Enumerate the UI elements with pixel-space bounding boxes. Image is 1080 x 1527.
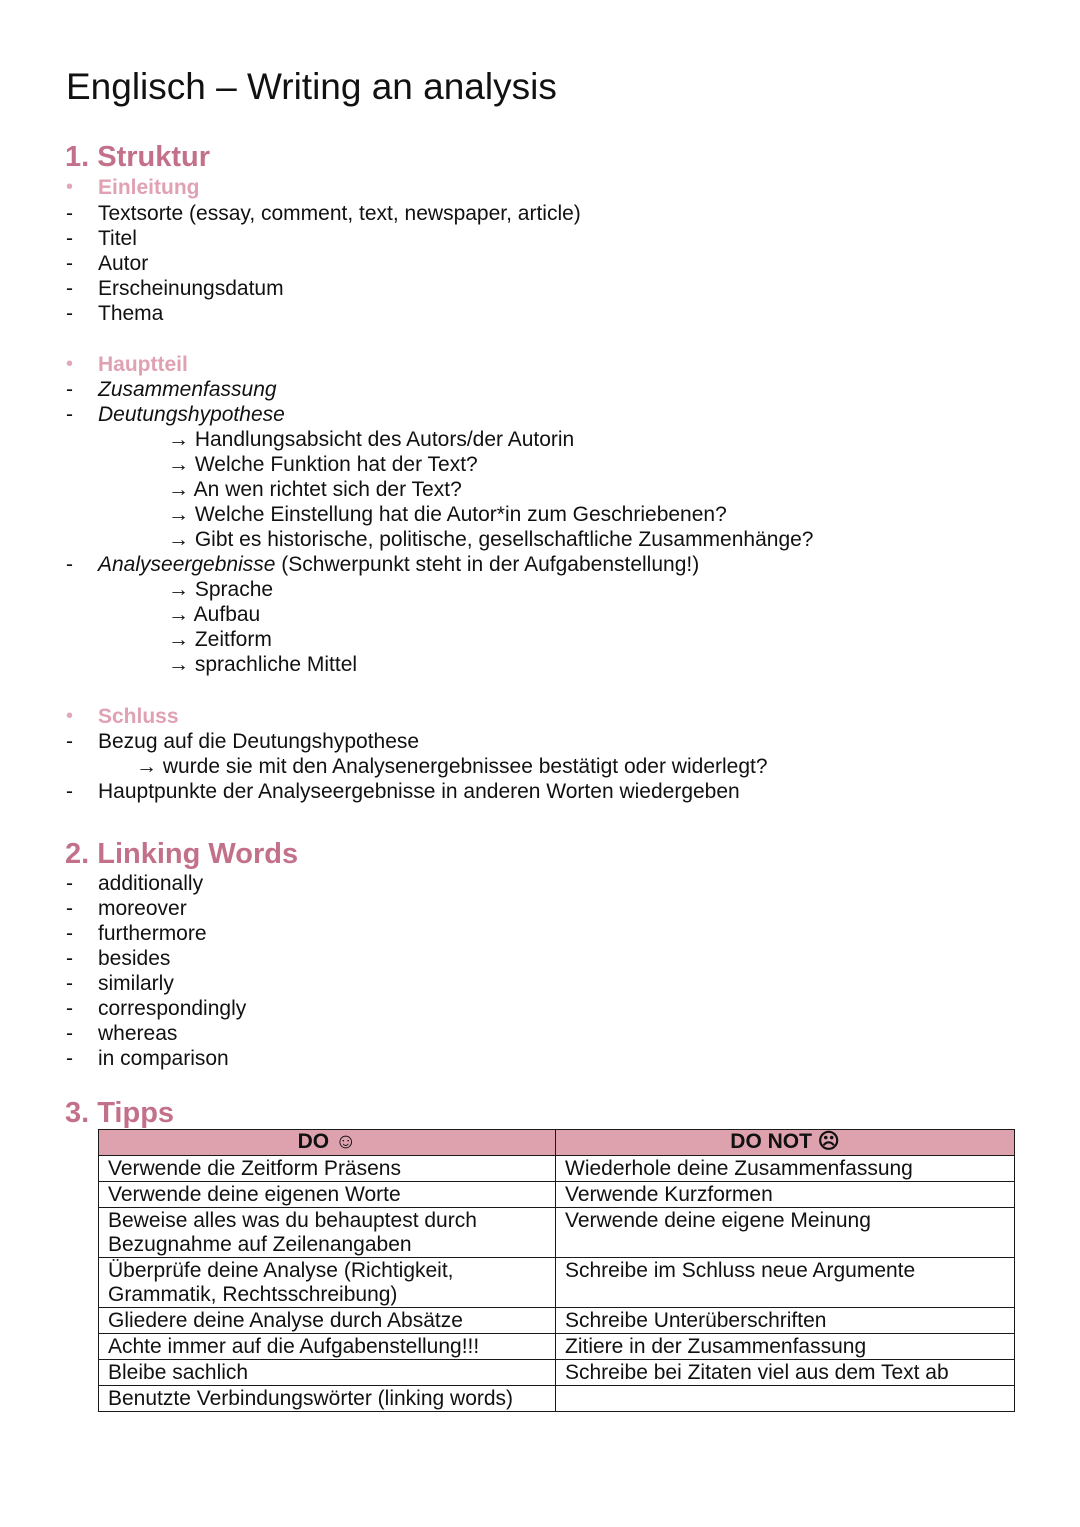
section-heading-tipps: 3. Tipps xyxy=(65,1097,175,1129)
dash-icon: - xyxy=(66,997,73,1020)
list-item: Autor xyxy=(98,252,149,275)
analyse-label: Analyseergebnisse xyxy=(98,553,276,576)
list-item: Erscheinungsdatum xyxy=(98,277,284,300)
dash-icon: - xyxy=(66,1022,73,1045)
table-cell-do-not: Zitiere in der Zusammenfassung xyxy=(556,1334,1015,1360)
arrow-point: → Sprache xyxy=(168,578,274,601)
list-item-deutungshypothese: Deutungshypothese xyxy=(98,403,285,426)
bullet-icon: • xyxy=(66,353,74,375)
dash-icon: - xyxy=(66,277,73,300)
dash-icon: - xyxy=(66,972,73,995)
section-heading-linking-words: 2. Linking Words xyxy=(65,838,299,870)
table-cell-do: Gliedere deine Analyse durch Absätze xyxy=(99,1308,556,1334)
analyse-note: (Schwerpunkt steht in der Aufgabenstellung!) xyxy=(275,553,700,576)
arrow-point: → wurde sie mit den Analysenergebnissee bestätigt oder widerlegt? xyxy=(136,755,768,778)
list-item: moreover xyxy=(98,897,187,920)
list-item: additionally xyxy=(98,872,204,895)
list-item: Bezug auf die Deutungshypothese xyxy=(98,730,420,753)
table-cell-do: Verwende die Zeitform Präsens xyxy=(99,1156,556,1182)
page-title: Englisch – Writing an analysis xyxy=(66,66,557,107)
dash-icon: - xyxy=(66,553,73,576)
table-row xyxy=(99,1182,1015,1208)
bullet-icon: • xyxy=(66,705,74,727)
arrow-point: → Gibt es historische, politische, gesellschaftliche Zusammenhänge? xyxy=(168,528,814,551)
list-item: Textsorte (essay, comment, text, newspaper, article) xyxy=(98,202,581,225)
dash-icon: - xyxy=(66,403,73,426)
table-cell-do: Benutzte Verbindungswörter (linking words) xyxy=(99,1386,556,1412)
table-row xyxy=(99,1208,1015,1258)
table-cell-do: Verwende deine eigenen Worte xyxy=(99,1182,556,1208)
subheading-hauptteil: Hauptteil xyxy=(98,353,188,376)
table-row xyxy=(99,1386,1015,1412)
table-cell-do: Bleibe sachlich xyxy=(99,1360,556,1386)
table-cell-do-not: Verwende Kurzformen xyxy=(556,1182,1015,1208)
dash-icon: - xyxy=(66,872,73,895)
arrow-point: → Handlungsabsicht des Autors/der Autorin xyxy=(168,428,575,451)
table-cell-do: Überprüfe deine Analyse (Richtigkeit, Grammatik, Rechtsschreibung) xyxy=(99,1258,556,1308)
arrow-point: → Zeitform xyxy=(168,628,272,651)
table-row xyxy=(99,1308,1015,1334)
tips-table xyxy=(98,1129,1015,1412)
dash-icon: - xyxy=(66,730,73,753)
subheading-schluss: Schluss xyxy=(98,705,179,728)
table-cell-do-not: Wiederhole deine Zusammenfassung xyxy=(556,1156,1015,1182)
list-item: whereas xyxy=(98,1022,178,1045)
list-item: similarly xyxy=(98,972,174,995)
dash-icon: - xyxy=(66,897,73,920)
list-item: correspondingly xyxy=(98,997,247,1020)
table-header-row xyxy=(99,1130,1015,1156)
list-item-analyseergebnisse xyxy=(98,552,699,577)
dash-icon: - xyxy=(66,922,73,945)
column-header-do: DO ☺ xyxy=(99,1130,556,1156)
arrow-point: → Welche Einstellung hat die Autor*in zum Geschriebenen? xyxy=(168,503,727,526)
arrow-point: → sprachliche Mittel xyxy=(168,653,358,676)
list-item: besides xyxy=(98,947,171,970)
table-row xyxy=(99,1258,1015,1308)
dash-icon: - xyxy=(66,378,73,401)
subheading-einleitung: Einleitung xyxy=(98,176,200,199)
list-item: furthermore xyxy=(98,922,207,945)
section-heading-struktur: 1. Struktur xyxy=(65,141,211,173)
table-cell-do-not: Schreibe im Schluss neue Argumente xyxy=(556,1258,1015,1308)
list-item-zusammenfassung: Zusammenfassung xyxy=(98,378,277,401)
column-header-do-not: DO NOT ☹ xyxy=(556,1130,1015,1156)
arrow-point: → An wen richtet sich der Text? xyxy=(168,478,462,501)
table-cell-do-not: Schreibe bei Zitaten viel aus dem Text ab xyxy=(556,1360,1015,1386)
arrow-point: → Aufbau xyxy=(168,603,261,626)
table-cell-do-not xyxy=(556,1386,1015,1412)
list-item: Hauptpunkte der Analyseergebnisse in anderen Worten wiedergeben xyxy=(98,780,740,803)
dash-icon: - xyxy=(66,1047,73,1070)
dash-icon: - xyxy=(66,252,73,275)
dash-icon: - xyxy=(66,302,73,325)
dash-icon: - xyxy=(66,202,73,225)
table-row xyxy=(99,1360,1015,1386)
table-cell-do: Beweise alles was du behauptest durch Bezugnahme auf Zeilenangaben xyxy=(99,1208,556,1258)
table-cell-do: Achte immer auf die Aufgabenstellung!!! xyxy=(99,1334,556,1360)
dash-icon: - xyxy=(66,780,73,803)
table-row xyxy=(99,1334,1015,1360)
bullet-icon: • xyxy=(66,176,74,198)
table-row xyxy=(99,1156,1015,1182)
arrow-point: → Welche Funktion hat der Text? xyxy=(168,453,478,476)
dash-icon: - xyxy=(66,947,73,970)
table-cell-do-not: Schreibe Unterüberschriften xyxy=(556,1308,1015,1334)
list-item: in comparison xyxy=(98,1047,229,1070)
list-item: Thema xyxy=(98,302,164,325)
table-cell-do-not: Verwende deine eigene Meinung xyxy=(556,1208,1015,1258)
dash-icon: - xyxy=(66,227,73,250)
list-item: Titel xyxy=(98,227,137,250)
